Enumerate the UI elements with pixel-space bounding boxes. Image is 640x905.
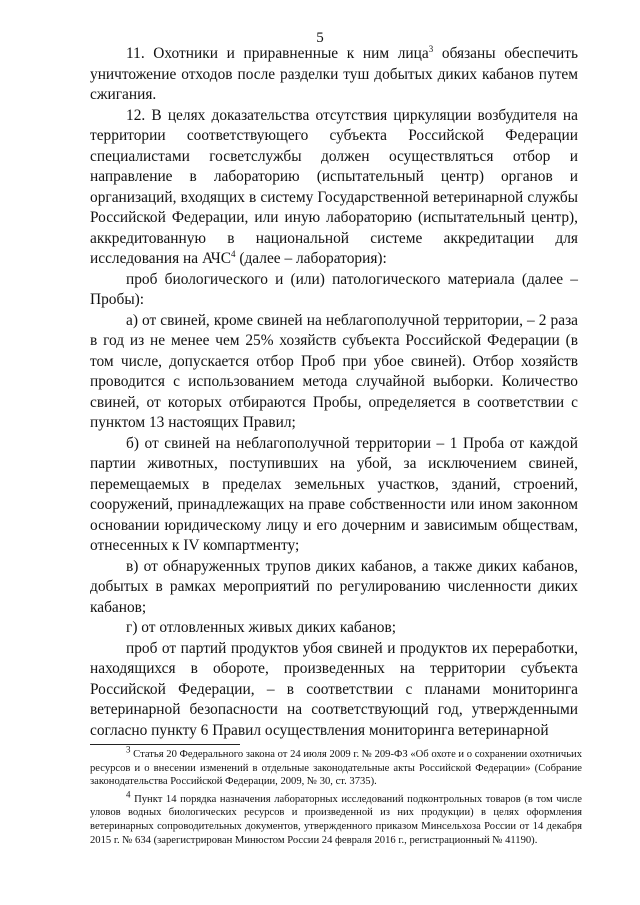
footnote-ref-4[interactable]: 4 <box>231 248 236 259</box>
paragraph-item-g: г) от отловленных живых диких кабанов; <box>126 619 397 636</box>
footnote-divider <box>90 744 240 745</box>
footnote-ref-3[interactable]: 3 <box>428 43 434 54</box>
footnote-3: $^3$ Статья 20 Федерального закона от 24 июля 2009 г. № 209-ФЗ «Об охоте и о сохранении охотничьих ресурсов и о внесении изменений в отдельные законодательные акты Российской Федерации» (Собрание законодательства Российской Федерации, 2009, № 30, ст. 3735). <box>90 744 582 788</box>
footnote-4: $^4$ Пункт 14 порядка назначения лабораторных исследований подконтрольных товаров (в том числе уловов водных биологических ресурсов и произведенной из них продукции) в целях оформления ветеринарных сопроводительных документов, утвержденного приказом Минсельхоза России от 14 декабря 2015 г. № 634 (зарегистрирован Минюстом России 24 февраля 2016 г., регистрационный № 41190). <box>90 789 582 846</box>
footnotes <box>90 744 582 847</box>
paragraph-samples: проб биологического и (или) патологического материала (далее – Пробы): <box>90 270 578 308</box>
page-number: 5 <box>316 30 324 46</box>
paragraph-item-v: в) от обнаруженных трупов диких кабанов, а также диких кабанов, добытых в рамках мероприятий по регулированию численности диких кабанов; <box>90 557 578 616</box>
paragraph-item-b: б) от свиней на неблагополучной территории – 1 Проба от каждой партии животных, поступивших на убой, за исключением свиней, перемещаемых в пределах земельных участков, зданий, строений, сооружений, принадлежащих на праве собственности или ином законном основании юридическому лицу и его дочерним и зависимым обществам, отнесенных к IV компартменту; <box>90 434 578 554</box>
paragraph-11: 11. Охотники и приравненные к ним лица$^3$ обязаны обеспечить уничтожение отходов после разделки туш добытых диких кабанов путем сжигания. <box>90 43 578 103</box>
paragraph-item-a: а) от свиней, кроме свиней на неблагополучной территории, – 2 раза в год из не менее чем 25% хозяйств субъекта Российской Федерации (в том числе, допускается отбор Проб при убое свиней). Отбор хозяйств проводится с использованием метода случайной выборки. Количество свиней, от которых отбираются Пробы, определяется в соответствии с пунктом 13 настоящих Правил; <box>90 311 578 431</box>
paragraph-products: проб от партий продуктов убоя свиней и продуктов их переработки, находящихся в обороте, произведенных на территории субъекта Российской Федерации, – в соответствии с планами мониторинга ветеринарной безопасности на соответствующий год, утвержденными согласно пункту 6 Правил осуществления мониторинга ветеринарной <box>90 639 578 739</box>
paragraph-12: 12. В целях доказательства отсутствия циркуляции возбудителя на территории соответствующего субъекта Российской Федерации специалистами госветслужбы должен осуществляться отбор и направление в лабораторию (испытательный центр) органов и организаций, входящих в систему Государственной ветеринарной службы Российской Федерации, или иную лабораторию (испытательный центр), аккредитованную в национальной системе аккредитации для исследования на АЧС$^4$ (далее – лаборатория): <box>90 106 578 267</box>
body-text <box>90 44 578 741</box>
